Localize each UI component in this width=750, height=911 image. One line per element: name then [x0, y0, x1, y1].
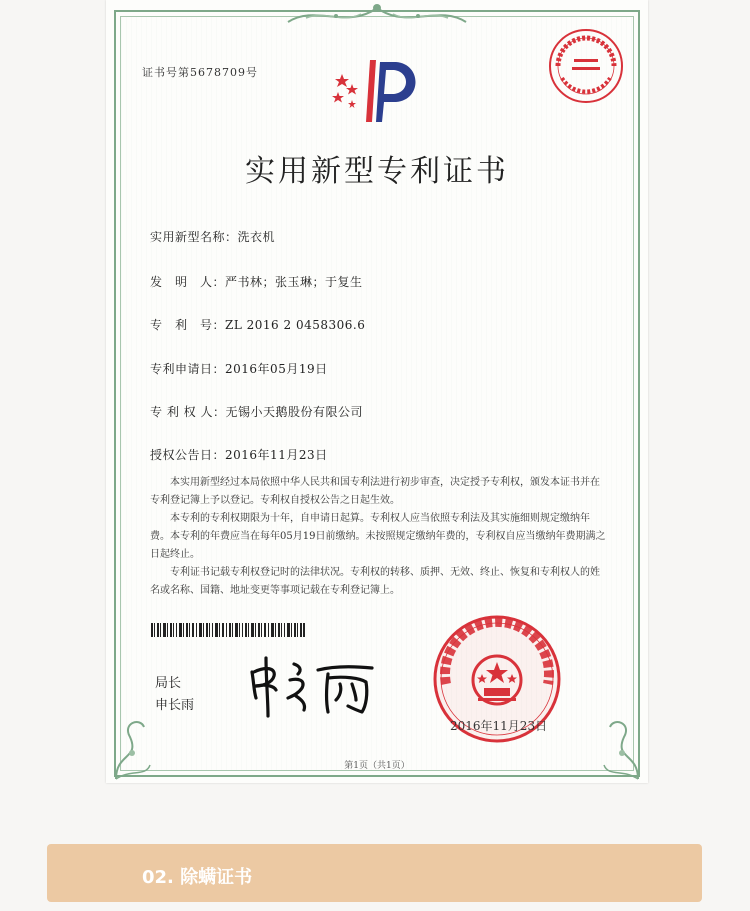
- field-label: 授权公告日：: [150, 448, 226, 462]
- field-filing-date: [150, 360, 328, 377]
- body-paragraph: 本实用新型经过本局依照中华人民共和国专利法进行初步审查，决定授予专利权，颁发本证书并在专利登记簿上予以登记。专利权自授权公告之日起生效。: [150, 477, 600, 506]
- issue-date: 2016年11月23日: [450, 719, 548, 733]
- signature-icon: [244, 650, 384, 720]
- certificate-body-text: [150, 474, 606, 600]
- field-inventor: [150, 273, 363, 290]
- field-label: 实用新型名称：: [150, 230, 238, 244]
- section-banner-label: 02. 除螨证书: [142, 867, 253, 888]
- certificate-number: 证书号第5678709号: [142, 66, 258, 79]
- field-utility-model-name: [150, 228, 275, 245]
- field-announcement-date: [150, 446, 328, 463]
- field-value: 严书林；张玉琳；于复生: [225, 275, 363, 289]
- field-label: 专利申请日：: [150, 362, 226, 376]
- field-value: 2016年11月23日: [225, 448, 328, 462]
- barcode-icon: [151, 623, 305, 637]
- field-patentee: [150, 403, 363, 420]
- top-ornament-icon: [286, 0, 468, 28]
- body-paragraph: 本专利的专利权期限为十年，自申请日起算。专利权人应当依照专利法及其实施细则规定缴纳年费。本专利的年费应当在每年05月19日前缴纳。未按照规定缴纳年费的，专利权自应当缴纳年费期满之日起终止。: [150, 513, 606, 560]
- field-value: 无锡小天鹅股份有限公司: [225, 405, 363, 419]
- corner-ornament-icon: [110, 713, 154, 783]
- chief-title: 局长: [155, 676, 182, 691]
- field-patent-number: [150, 316, 365, 333]
- field-value: 2016年05月19日: [225, 362, 328, 376]
- chief-name: 申长雨: [155, 698, 195, 713]
- certificate-title: 实用新型专利证书: [245, 154, 509, 189]
- corner-ornament-icon: [600, 713, 644, 783]
- field-label: 发 明 人：: [150, 275, 226, 289]
- field-label: 专 利 号：: [150, 318, 226, 332]
- page-number: 第1页（共1页）: [344, 761, 410, 771]
- field-value: ZL 2016 2 0458306.6: [225, 318, 366, 332]
- field-value: 洗衣机: [237, 230, 276, 244]
- small-red-seal-icon: [546, 26, 626, 106]
- body-paragraph: 专利证书记载专利权登记时的法律状况。专利权的转移、质押、无效、终止、恢复和专利权人的姓名或名称、国籍、地址变更等事项记载在专利登记簿上。: [150, 567, 600, 596]
- cnipa-logo-icon: [330, 56, 426, 124]
- field-label: 专 利 权 人：: [150, 405, 226, 419]
